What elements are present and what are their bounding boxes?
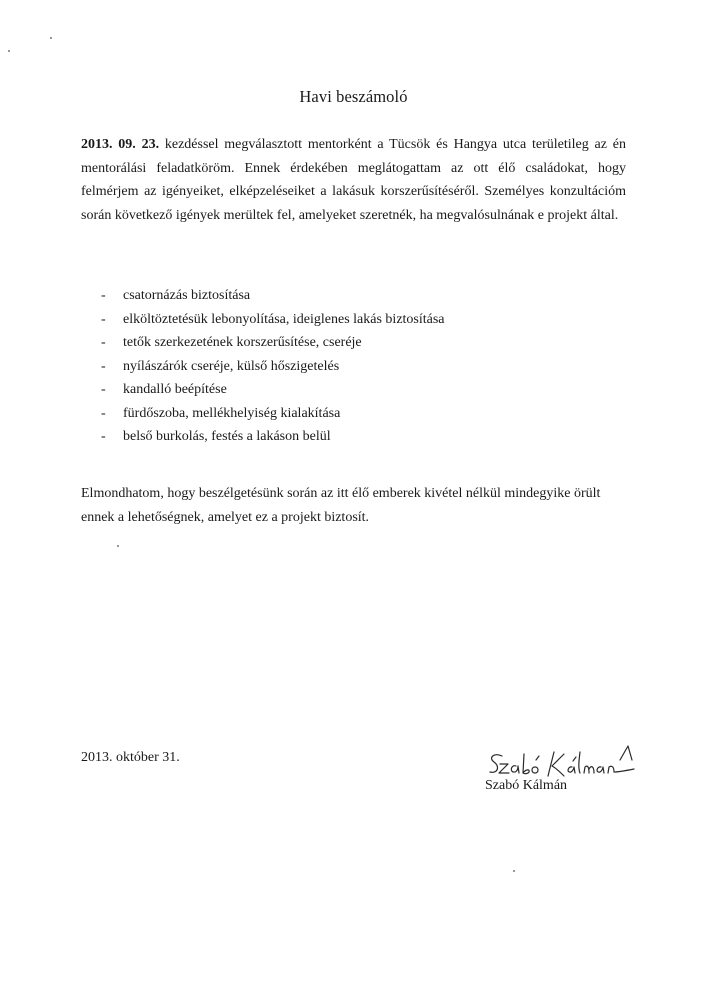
- list-item-text: kandalló beépítése: [123, 382, 227, 397]
- scan-speck: [8, 50, 10, 52]
- list-item: [81, 402, 626, 426]
- list-item-text: elköltöztetésük lebonyolítása, ideiglenes lakás biztosítása: [123, 311, 445, 327]
- intro-text: kezdéssel megválasztott mentorként a Tücsök és Hangya utca területileg az én mentorálási feladatköröm. Ennek érdekében meglátogattam az ott élő családokat, hogy felmérjem az igényeiket, elképzeléseiket a lakásuk korszerűsítéséről. Személyes konzultációm során következő igények merültek fel, amelyeket szeretnék, ha megvalósulnának e projekt által.: [81, 137, 626, 223]
- document-title: Havi beszámoló: [299, 87, 408, 106]
- list-item: [81, 355, 626, 379]
- scan-speck: [50, 37, 52, 39]
- list-item: [81, 308, 626, 332]
- intro-paragraph: [81, 133, 626, 227]
- list-item-text: tetők szerkezetének korszerűsítése, cseréje: [123, 335, 362, 350]
- scan-speck: [117, 545, 119, 547]
- list-dash: -: [101, 358, 106, 374]
- intro-start-date: 2013. 09. 23.: [81, 137, 160, 152]
- list-dash: -: [101, 429, 106, 444]
- closing-paragraph: Elmondhatom, hogy beszélgetésünk során az itt élő emberek kivétel nélkül mindegyike örült ennek a lehetőségnek, amelyet ez a projekt biztosít.: [81, 486, 601, 525]
- scan-speck: [513, 870, 515, 872]
- list-item: [81, 425, 626, 449]
- list-item-text: nyílászárók cseréje, külső hőszigetelés: [123, 358, 340, 374]
- list-dash: -: [101, 405, 106, 421]
- list-dash: -: [101, 288, 106, 303]
- list-dash: -: [101, 382, 106, 397]
- list-item-text: csatornázás biztosítása: [123, 288, 251, 303]
- list-item-text: belső burkolás, festés a lakáson belül: [123, 429, 331, 444]
- list-dash: -: [101, 311, 106, 327]
- document-date: 2013. október 31.: [81, 750, 180, 765]
- signer-name: Szabó Kálmán: [485, 778, 568, 793]
- list-item: [81, 331, 626, 355]
- list-dash: -: [101, 335, 106, 350]
- list-item: [81, 378, 626, 402]
- list-item-text: fürdőszoba, mellékhelyiség kialakítása: [123, 405, 341, 421]
- request-list: [81, 284, 626, 449]
- list-item: [81, 284, 626, 308]
